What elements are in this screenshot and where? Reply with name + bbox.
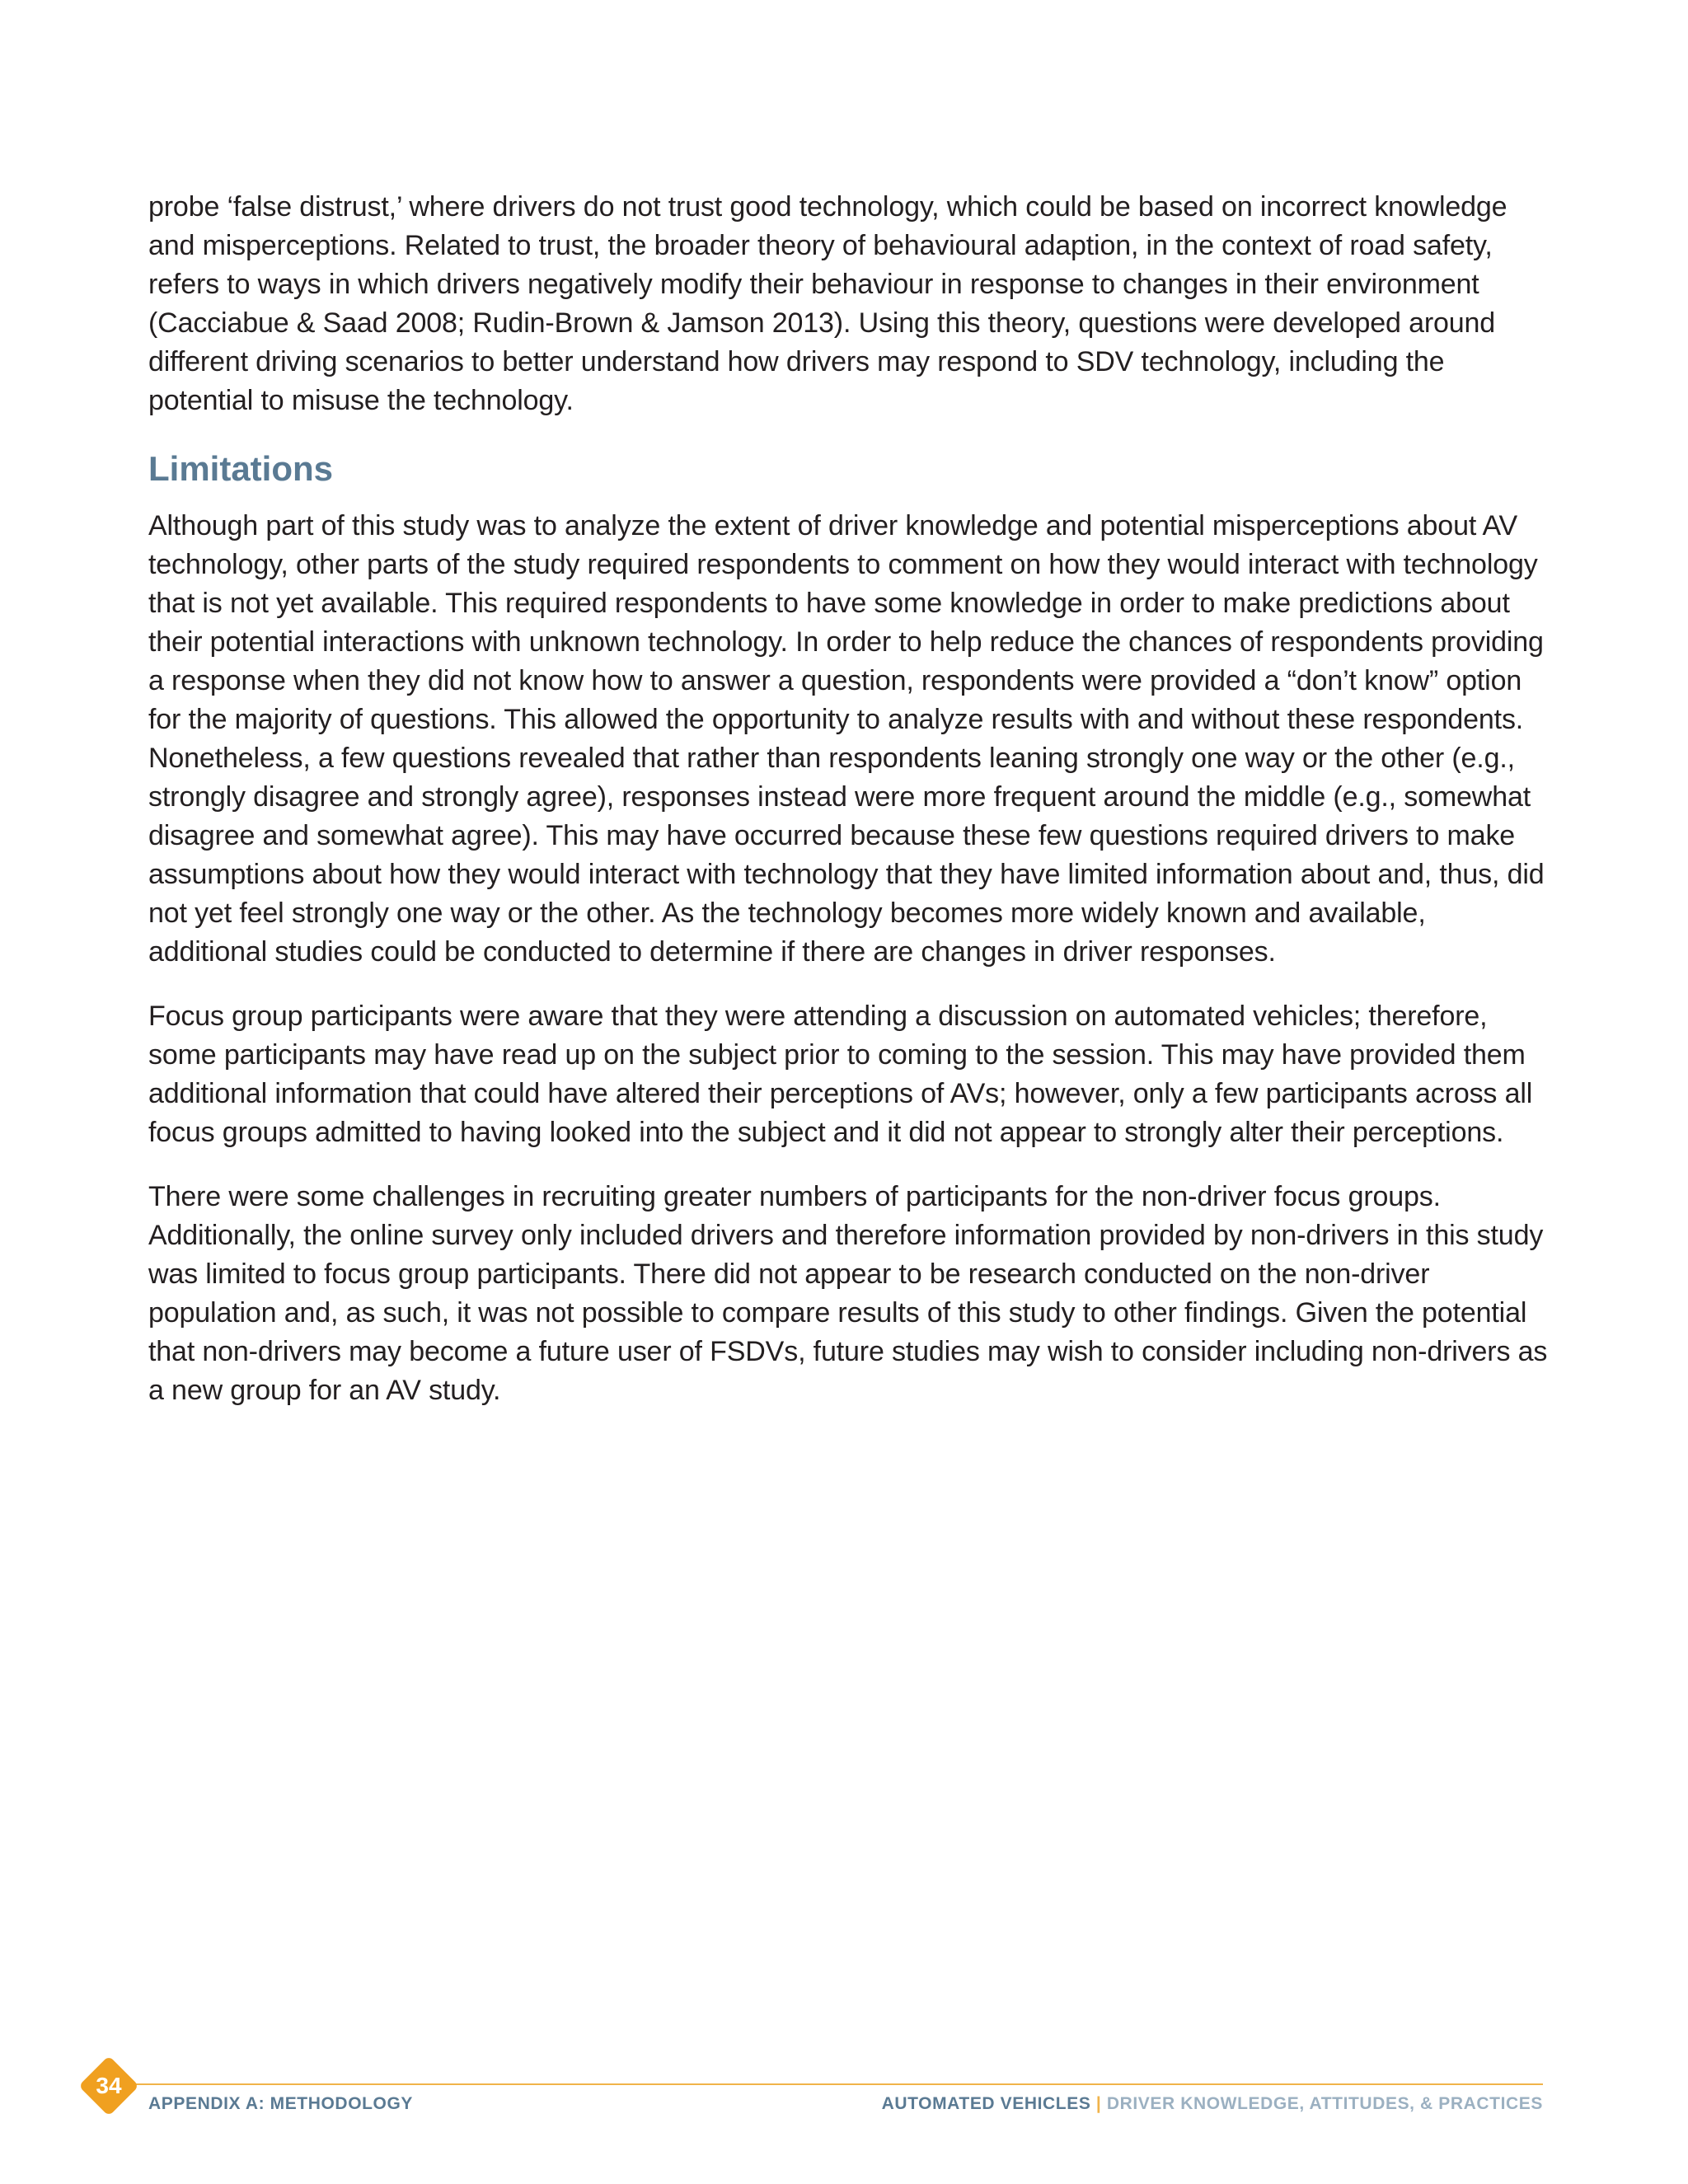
- page-content: [148, 188, 1550, 1410]
- publication-title: AUTOMATED VEHICLES: [881, 2094, 1091, 2113]
- limitations-paragraph-3: There were some challenges in recruiting greater numbers of participants for the non-driver focus groups. Additionally, the online survey only included drivers and therefore information provided by non-drivers in this study was limited to focus group participants. There did not appear to be research conducted on the non-driver population and, as such, it was not possible to compare results of this study to other findings. Given the potential that non-drivers may become a future user of FSDVs, future studies may wish to consider including non-drivers as a new group for an AV study.: [148, 1181, 1548, 1406]
- footer-publication-title: [882, 2094, 1543, 2114]
- limitations-paragraph-2: Focus group participants were aware that they were attending a discussion on automated vehicles; therefore, some participants may have read up on the subject prior to coming to the session. This may have provided them additional information that could have altered their perceptions of AVs; however, only a few participants across all focus groups admitted to having looked into the subject and it did not appear to strongly alter their perceptions.: [148, 1001, 1533, 1148]
- page-number-badge: [76, 2053, 142, 2119]
- footer-divider: [109, 2083, 1543, 2085]
- footer-section-label: APPENDIX A: METHODOLOGY: [148, 2094, 414, 2113]
- limitations-heading: Limitations: [148, 449, 334, 488]
- title-separator: |: [1090, 2094, 1107, 2113]
- publication-subtitle: DRIVER KNOWLEDGE, ATTITUDES, & PRACTICES: [1106, 2094, 1543, 2113]
- limitations-paragraph-1: Although part of this study was to analyze the extent of driver knowledge and potential misperceptions about AV technology, other parts of the study required respondents to comment on how they would interact with technology that is not yet available. This required respondents to have some knowledge in order to make predictions about their potential interactions with unknown technology. In order to help reduce the chances of respondents providing a response when they did not know how to answer a question, respondents were provided a “don’t know” option for the majority of questions. This allowed the opportunity to analyze results with and without these respondents. Nonetheless, a few questions revealed that rather than respondents leaning strongly one way or the other (e.g., strongly disagree and strongly agree), responses instead were more frequent around the middle (e.g., somewhat disagree and somewhat agree). This may have occurred because these few questions required drivers to make assumptions about how they would interact with technology that they have limited information about and, thus, did not yet feel strongly one way or the other. As the technology becomes more widely known and available, additional studies could be conducted to determine if there are changes in driver responses.: [148, 510, 1545, 968]
- intro-paragraph: probe ‘false distrust,’ where drivers do not trust good technology, which could be based on incorrect knowledge and misperceptions. Related to trust, the broader theory of behavioural adaption, in the context of road safety, refers to ways in which drivers negatively modify their behaviour in response to changes in their environment (Cacciabue & Saad 2008; Rudin-Brown & Jamson 2013). Using this theory, questions were developed around different driving scenarios to better understand how drivers may respond to SDV technology, including the potential to misuse the technology.: [148, 191, 1507, 416]
- page-number: 34: [96, 2073, 122, 2098]
